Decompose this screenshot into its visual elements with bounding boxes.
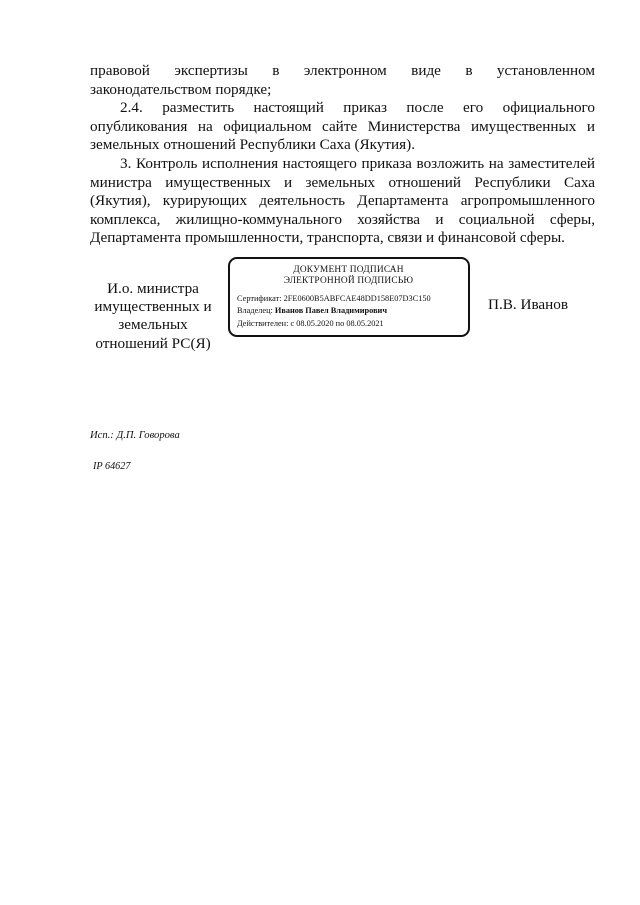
stamp-owner-label: Владелец:: [237, 306, 273, 316]
stamp-header-line2: ЭЛЕКТРОННОЙ ПОДПИСЬЮ: [283, 276, 414, 286]
electronic-signature-stamp: [228, 257, 470, 337]
stamp-certificate-value: 2FE0600B5ABFCAE48DD158E07D3C150: [283, 294, 431, 303]
executor-note: Исп.: Д.П. Говорова: [90, 430, 180, 441]
signer-title-line: земельных: [118, 316, 188, 334]
stamp-certificate-label: Сертификат:: [237, 294, 282, 303]
stamp-header: [237, 265, 468, 287]
stamp-owner-value: Иванов Павел Владимирович: [274, 306, 388, 316]
stamp-validity-label: Действителен:: [237, 318, 289, 328]
paragraph-expertise: правовой экспертизы в электронном виде в установленном законодательством порядке;: [90, 62, 595, 98]
signer-title-line: отношений РС(Я): [95, 334, 211, 352]
signer-title: [88, 280, 218, 353]
signer-title-line: имущественных и: [94, 298, 212, 316]
stamp-header-line1: ДОКУМЕНТ ПОДПИСАН: [293, 265, 404, 275]
stamp-validity-value: с 08.05.2020 по 08.05.2021: [290, 318, 384, 328]
signer-name: П.В. Иванов: [488, 296, 569, 313]
stamp-validity: [237, 318, 468, 330]
stamp-certificate: [237, 293, 468, 305]
signer-title-line: И.о. министра: [107, 280, 199, 297]
document-body: [90, 62, 595, 248]
paragraph-2-4: 2.4. разместить настоящий приказ после его официального опубликования на официальном сайте Министерства имущественных и земельных отношений Республики Саха (Якутия).: [90, 99, 595, 154]
stamp-owner: [237, 305, 468, 317]
paragraph-3: 3. Контроль исполнения настоящего приказа возложить на заместителей министра имущественных и земельных отношений Республики Саха (Якутия), курирующих деятельность Департамента агропромышленного комплекса, жилищно-коммунального хозяйства и социальной сферы, Департамента промышленности, транспорта, связи и финансовой сферы.: [90, 154, 595, 247]
document-number: IP 64627: [93, 461, 131, 472]
